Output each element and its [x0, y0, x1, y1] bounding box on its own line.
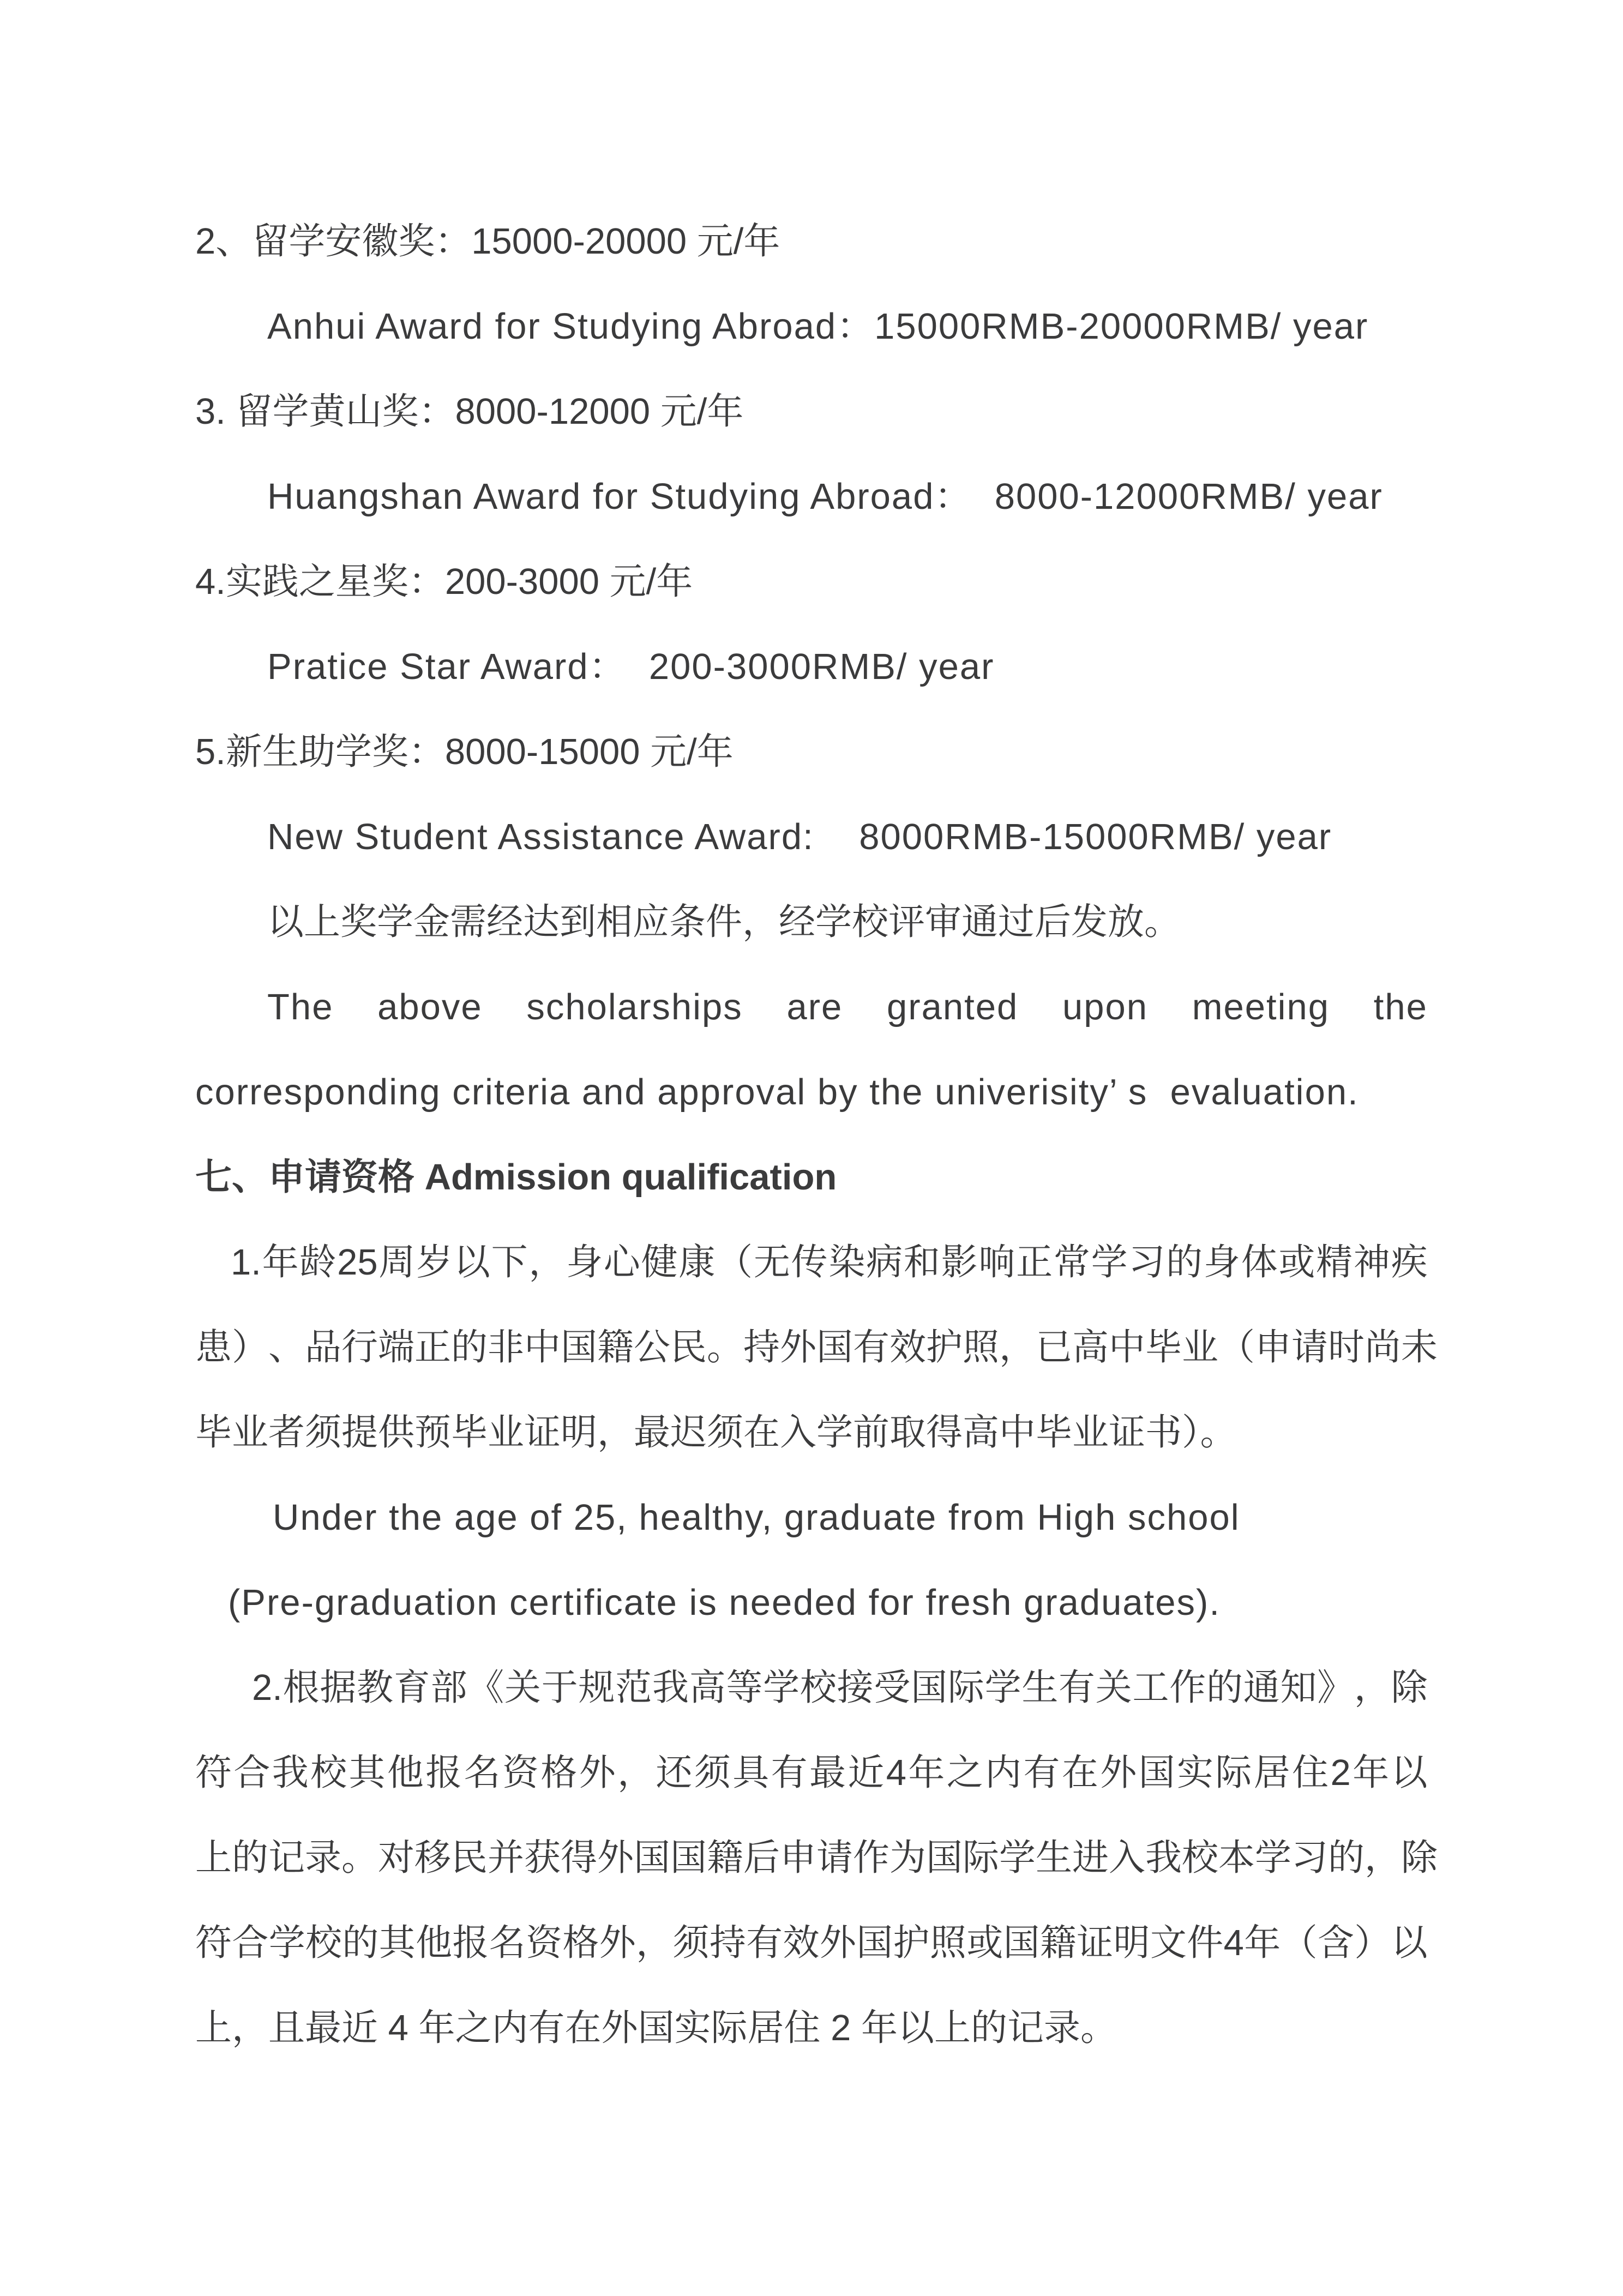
text-token: 须	[672, 1922, 710, 1963]
text-token: 周	[378, 1242, 416, 1283]
text-token: 范	[615, 1667, 652, 1708]
text-line-7: 5.新生助学奖：8000-15000 元/年	[195, 731, 734, 772]
text-token: 无	[753, 1242, 790, 1283]
text-token: 、	[268, 1327, 305, 1368]
text-token: 籍	[1039, 1922, 1077, 1963]
text-token: 的	[1206, 1667, 1243, 1708]
text-token: 行	[341, 1327, 378, 1368]
text-token: 等	[726, 1667, 763, 1708]
text-token: 有	[1059, 1667, 1096, 1708]
text-token: 2.	[252, 1667, 282, 1708]
text-token: 校	[310, 1752, 347, 1793]
text-token: 以	[1391, 1922, 1428, 1963]
text-token: 正	[414, 1327, 451, 1368]
text-token: 具	[732, 1752, 770, 1793]
text-token: 未	[1401, 1327, 1438, 1368]
text-token: 端	[378, 1327, 414, 1368]
text-token: 照	[963, 1327, 999, 1368]
text-token: 的	[342, 1922, 379, 1963]
text-line-18	[252, 1664, 1428, 1711]
text-token: 在	[1061, 1752, 1098, 1793]
text-token: 得	[561, 1837, 597, 1878]
text-token: 尚	[1364, 1327, 1401, 1368]
text-token: 年	[1352, 1752, 1390, 1793]
text-token: 生	[1021, 1667, 1059, 1708]
text-token: 资	[502, 1752, 539, 1793]
text-token: 我	[1145, 1837, 1182, 1878]
text-token: 上	[195, 1837, 232, 1878]
text-token: 国	[856, 1922, 893, 1963]
text-token: 并	[488, 1837, 524, 1878]
text-token: 的	[451, 1327, 488, 1368]
text-line-14	[195, 1324, 1438, 1371]
text-token: 对	[378, 1837, 414, 1878]
text-token: 患	[195, 1327, 232, 1368]
text-token: The	[267, 987, 334, 1027]
text-token: 籍	[707, 1837, 743, 1878]
text-token: 本	[1218, 1837, 1255, 1878]
text-token: 符	[195, 1922, 232, 1963]
text-token: ，	[636, 1922, 673, 1963]
text-token: 护	[893, 1922, 930, 1963]
text-token: 外	[579, 1752, 616, 1793]
text-token: 名	[464, 1752, 501, 1793]
text-token: 学	[1091, 1242, 1128, 1283]
text-token: 非	[488, 1327, 524, 1368]
text-token: 格	[540, 1752, 578, 1793]
text-token: 毕	[1145, 1327, 1182, 1368]
text-line-6: Pratice Star Award： 200-3000RMB/ year	[267, 646, 995, 687]
text-line-12: 七、申请资格 Admission qualification	[195, 1157, 837, 1198]
text-token: 生	[1036, 1837, 1072, 1878]
text-token: 际	[1215, 1752, 1252, 1793]
text-token: 2	[1330, 1752, 1351, 1793]
text-token: 进	[1072, 1837, 1109, 1878]
text-token: are	[786, 987, 843, 1027]
text-token: 为	[889, 1837, 926, 1878]
text-token: 年	[262, 1242, 299, 1283]
text-token: meeting	[1192, 987, 1330, 1027]
text-token: 通	[1243, 1667, 1280, 1708]
text-token: 国	[1003, 1922, 1040, 1963]
text-token: ，	[617, 1752, 654, 1793]
text-token: 学	[984, 1667, 1021, 1708]
text-token: 除	[1401, 1837, 1438, 1878]
text-token: 习	[1128, 1242, 1165, 1283]
text-token: 的	[232, 1837, 268, 1878]
text-line-13	[231, 1239, 1428, 1286]
text-line-8: New Student Assistance Award: 8000RMB-15000RMB/ year	[267, 816, 1332, 857]
text-line-16: Under the age of 25, healthy, graduate from High school	[273, 1497, 1240, 1538]
text-token: 学	[763, 1667, 800, 1708]
text-token: 际	[947, 1667, 984, 1708]
text-token: 符	[195, 1752, 232, 1793]
text-token: 申	[1255, 1327, 1291, 1368]
text-line-17: (Pre-graduation certificate is needed for fresh graduates).	[228, 1582, 1221, 1623]
text-token: 含	[1317, 1922, 1354, 1963]
text-token: 实	[1177, 1752, 1214, 1793]
text-token: granted	[887, 987, 1019, 1027]
text-line-2: Anhui Award for Studying Abroad：15000RMB-20000RMB/ year	[267, 306, 1369, 347]
text-token: 外	[780, 1327, 816, 1368]
text-token: 规	[578, 1667, 615, 1708]
text-token: 。	[707, 1327, 743, 1368]
text-token: 神	[1353, 1242, 1390, 1283]
text-token: 外	[819, 1922, 856, 1963]
text-token: 年	[1244, 1922, 1281, 1963]
text-token: 国	[911, 1667, 948, 1708]
text-token: above	[377, 987, 483, 1027]
text-token: 于	[541, 1667, 578, 1708]
text-line-3: 3. 留学黄山奖：8000-12000 元/年	[195, 391, 744, 432]
text-token: 的	[1166, 1242, 1203, 1283]
text-token: 传	[791, 1242, 828, 1283]
text-token: 他	[416, 1922, 453, 1963]
text-token: 关	[504, 1667, 542, 1708]
text-token: 国	[926, 1837, 963, 1878]
text-token: 须	[694, 1752, 731, 1793]
text-line-15: 毕业者须提供预毕业证明，最迟须在入学前取得高中毕业证书）。	[195, 1412, 1237, 1453]
text-token: 育	[393, 1667, 430, 1708]
text-token: 有	[746, 1922, 783, 1963]
text-token: 体	[1241, 1242, 1278, 1283]
text-token: 格	[562, 1922, 599, 1963]
text-line-9: 以上奖学金需经达到相应条件，经学校评审通过后发放。	[267, 901, 1181, 942]
text-token: 龄	[299, 1242, 336, 1283]
text-token: 响	[978, 1242, 1015, 1283]
text-token: 以	[1391, 1752, 1428, 1793]
text-token: 时	[1328, 1327, 1364, 1368]
text-line-20	[195, 1835, 1438, 1882]
text-token: 高	[689, 1667, 726, 1708]
text-token: 工	[1132, 1667, 1169, 1708]
text-token: 》	[1317, 1667, 1354, 1708]
text-token: 心	[603, 1242, 640, 1283]
text-token: 其	[348, 1752, 386, 1793]
text-token: 效	[889, 1327, 926, 1368]
text-token: the	[1373, 987, 1428, 1027]
text-token: 入	[1109, 1837, 1145, 1878]
text-token: 的	[1328, 1837, 1364, 1878]
text-token: 国	[1138, 1752, 1175, 1793]
text-token: 年	[908, 1752, 945, 1793]
text-token: （	[1218, 1327, 1255, 1368]
text-token: 据	[320, 1667, 357, 1708]
text-token: 根	[282, 1667, 320, 1708]
text-token: 身	[1203, 1242, 1240, 1283]
text-token: 际	[963, 1837, 999, 1878]
text-token: 明	[1113, 1922, 1150, 1963]
text-token: 合	[232, 1922, 269, 1963]
text-line-1: 2、留学安徽奖：15000-20000 元/年	[195, 221, 780, 262]
text-token: 获	[524, 1837, 561, 1878]
text-token: 效	[783, 1922, 820, 1963]
text-token: ，	[1354, 1667, 1391, 1708]
text-token: 报	[425, 1752, 462, 1793]
text-token: ，	[1364, 1837, 1401, 1878]
text-token: 4	[1223, 1922, 1244, 1963]
text-token: 持	[743, 1327, 780, 1368]
text-token: 健	[641, 1242, 678, 1283]
text-token: 我	[652, 1667, 689, 1708]
text-token: 国	[561, 1327, 597, 1368]
text-token: 文	[1150, 1922, 1187, 1963]
text-token: 康	[678, 1242, 716, 1283]
text-token: 疾	[1391, 1242, 1428, 1283]
text-token: 和	[903, 1242, 940, 1283]
text-line-4: Huangshan Award for Studying Abroad： 8000-12000RMB/ year	[267, 476, 1383, 517]
text-token: （	[1281, 1922, 1318, 1963]
text-line-10	[267, 984, 1428, 1031]
text-token: ，	[528, 1242, 566, 1283]
text-token: 居	[1253, 1752, 1290, 1793]
text-token: 知	[1280, 1667, 1317, 1708]
text-token: 有	[1023, 1752, 1060, 1793]
text-token: 国	[816, 1327, 853, 1368]
text-line-11: corresponding criteria and approval by the univerisity’ s evaluation.	[195, 1072, 1359, 1113]
text-token: 校	[1182, 1837, 1218, 1878]
text-token: 记	[268, 1837, 305, 1878]
text-token: 我	[272, 1752, 309, 1793]
text-token: 25	[337, 1242, 378, 1283]
text-token: 正	[1016, 1242, 1053, 1283]
text-token: 他	[387, 1752, 424, 1793]
text-token: 受	[874, 1667, 911, 1708]
text-token: 持	[709, 1922, 746, 1963]
text-token: 有	[853, 1327, 889, 1368]
text-token: 民	[451, 1837, 488, 1878]
text-token: 关	[1095, 1667, 1132, 1708]
text-token: 业	[1182, 1327, 1218, 1368]
text-token: 病	[866, 1242, 903, 1283]
text-token: 申	[780, 1837, 816, 1878]
text-token: 国	[634, 1837, 670, 1878]
text-token: 校	[305, 1922, 342, 1963]
text-token: 或	[966, 1922, 1003, 1963]
text-token: 公	[634, 1327, 670, 1368]
text-token: 身	[566, 1242, 603, 1283]
text-token: 校	[800, 1667, 837, 1708]
text-token: 作	[1169, 1667, 1206, 1708]
text-token: 录	[305, 1837, 341, 1878]
text-token: 最	[809, 1752, 846, 1793]
text-token: 护	[926, 1327, 963, 1368]
text-token: 合	[233, 1752, 270, 1793]
text-token: scholarships	[526, 987, 743, 1027]
text-token: 其	[378, 1922, 416, 1963]
text-token: 证	[1077, 1922, 1114, 1963]
text-token: 报	[452, 1922, 489, 1963]
text-token: 还	[656, 1752, 693, 1793]
text-line-5: 4.实践之星奖：200-3000 元/年	[195, 561, 693, 602]
text-token: 照	[929, 1922, 966, 1963]
text-token: 常	[1053, 1242, 1090, 1283]
text-token: ）	[1354, 1922, 1391, 1963]
text-token: 以	[453, 1242, 490, 1283]
text-token: 外	[597, 1837, 634, 1878]
text-token: 教	[357, 1667, 394, 1708]
text-token: 外	[1100, 1752, 1137, 1793]
text-token: 学	[1255, 1837, 1291, 1878]
text-token: 内	[985, 1752, 1022, 1793]
text-token: 中	[1109, 1327, 1145, 1368]
text-token: 染	[828, 1242, 865, 1283]
text-token: （	[716, 1242, 753, 1283]
text-token: 接	[837, 1667, 874, 1708]
text-token: ，	[999, 1327, 1036, 1368]
text-token: 学	[268, 1922, 305, 1963]
text-token: 件	[1187, 1922, 1224, 1963]
text-token: 后	[743, 1837, 780, 1878]
text-token: 外	[599, 1922, 636, 1963]
text-line-19	[195, 1750, 1428, 1796]
text-token: 籍	[597, 1327, 634, 1368]
text-token: 习	[1291, 1837, 1328, 1878]
text-token: 影	[941, 1242, 978, 1283]
text-token: 作	[853, 1837, 889, 1878]
text-token: 1.	[231, 1242, 261, 1283]
text-line-21	[195, 1920, 1428, 1967]
text-token: 近	[847, 1752, 885, 1793]
text-token: 民	[670, 1327, 707, 1368]
text-token: 之	[946, 1752, 983, 1793]
text-token: upon	[1062, 987, 1149, 1027]
text-token: 中	[524, 1327, 561, 1368]
text-token: 下	[491, 1242, 528, 1283]
text-token: 除	[1391, 1667, 1428, 1708]
text-token: 请	[1291, 1327, 1328, 1368]
text-line-22: 上，且最近 4 年之内有在外国实际居住 2 年以上的记录。	[195, 2008, 1117, 2048]
text-token: 或	[1278, 1242, 1315, 1283]
text-token: 精	[1316, 1242, 1353, 1283]
text-token: 4	[886, 1752, 907, 1793]
text-token: 名	[489, 1922, 526, 1963]
text-token: 资	[526, 1922, 563, 1963]
text-token: 高	[1072, 1327, 1109, 1368]
text-token: 岁	[416, 1242, 453, 1283]
text-token: 移	[414, 1837, 451, 1878]
text-token: 部	[430, 1667, 467, 1708]
text-token: 《	[467, 1667, 504, 1708]
text-token: 品	[305, 1327, 341, 1368]
text-token: 国	[670, 1837, 707, 1878]
text-token: 学	[999, 1837, 1036, 1878]
text-token: ）	[232, 1327, 268, 1368]
text-token: 有	[771, 1752, 808, 1793]
text-token: 。	[341, 1837, 378, 1878]
text-token: 已	[1036, 1327, 1072, 1368]
text-token: 住	[1292, 1752, 1329, 1793]
text-token: 请	[816, 1837, 853, 1878]
